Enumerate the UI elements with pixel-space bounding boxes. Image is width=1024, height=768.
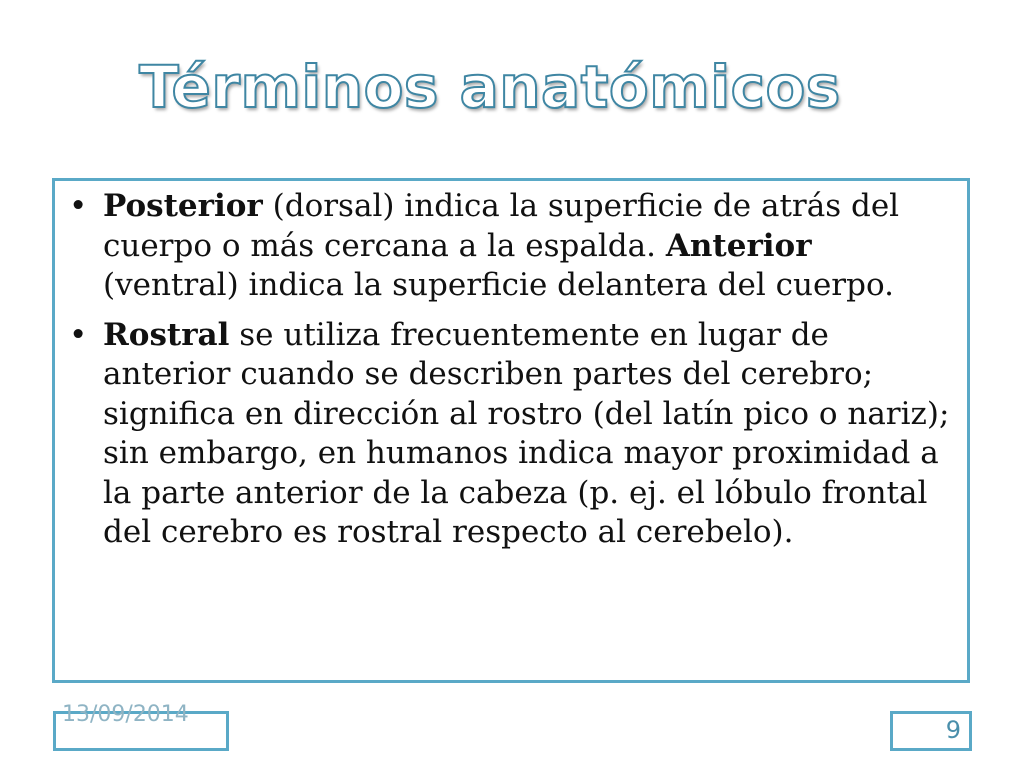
footer-date: 13/09/2014: [62, 702, 189, 727]
bullet-item: [63, 187, 953, 306]
footer-page-box: [890, 711, 972, 751]
content-box: [52, 178, 970, 683]
slide-title: Términos anatómicos: [139, 53, 841, 121]
term-rostral: Rostral: [103, 316, 230, 353]
bullet-text: (ventral) indica la superficie delantera del cuerpo.: [103, 267, 894, 303]
bullet-text: (dorsal) indica la superficie de atrás del cuerpo o más cercana a la espalda.: [103, 188, 900, 264]
bullet-dot: •: [69, 188, 88, 224]
term-anterior: Anterior: [665, 227, 812, 264]
page-number: 9: [945, 716, 961, 744]
bullet-dot: •: [69, 316, 88, 353]
footer-date-box: [53, 702, 229, 751]
bullet-text: se utiliza frecuentemente en lugar de anterior cuando se describen partes del cerebro; significa en dirección al rostro (del latín pico o nariz); sin embargo, en humanos indica mayor proximidad a la parte anterior de la cabeza (p. ej. el lóbulo frontal del cerebro es rostral respecto al cerebelo).: [103, 316, 950, 550]
bullet-list: [63, 187, 953, 563]
bullet-item: [63, 316, 953, 553]
term-posterior: Posterior: [103, 188, 263, 224]
